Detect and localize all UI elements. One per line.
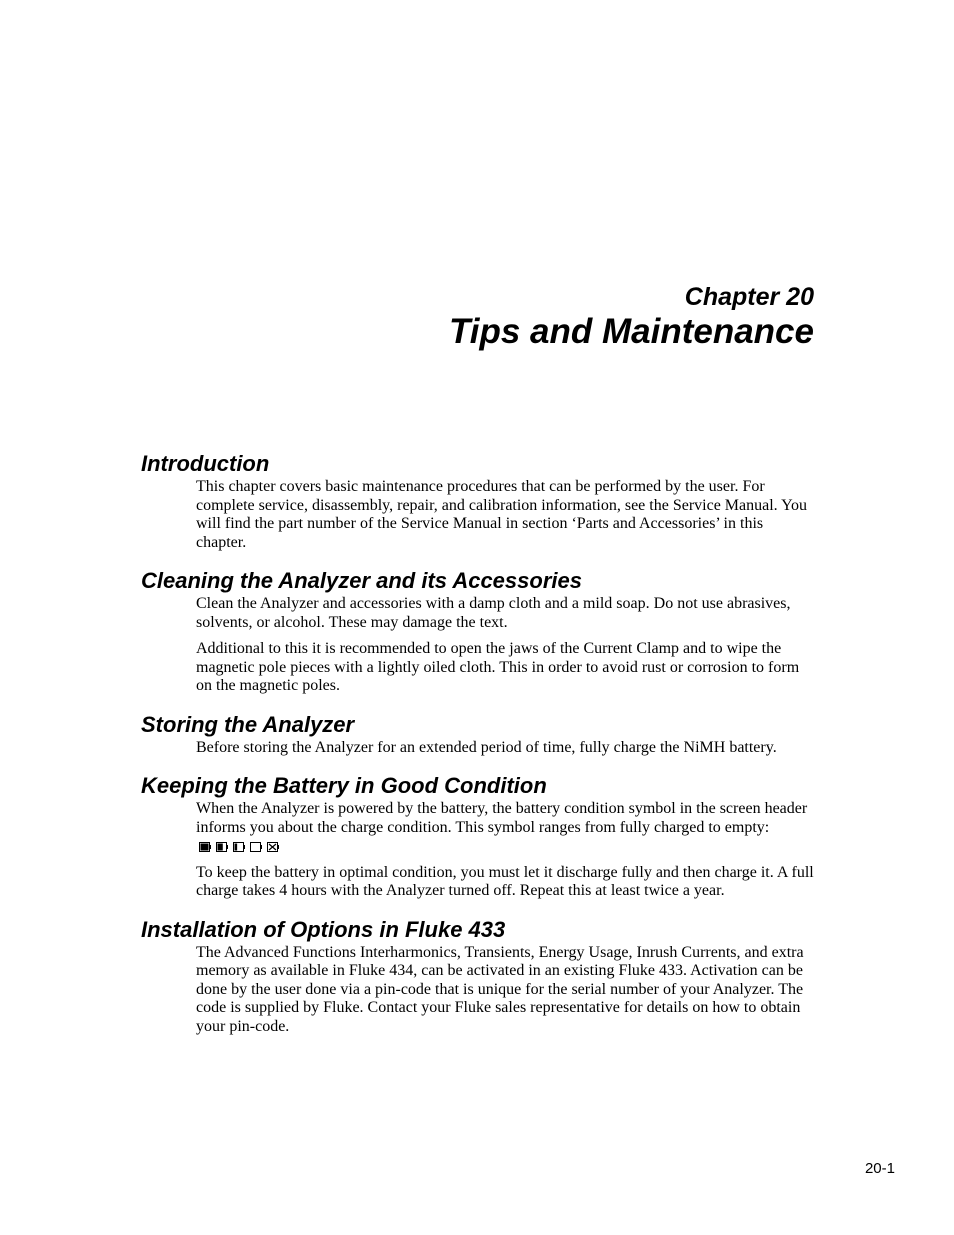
section-heading: Storing the Analyzer bbox=[141, 711, 355, 737]
paragraph: Before storing the Analyzer for an extended period of time, fully charge the NiMH battery. bbox=[196, 738, 777, 756]
section-options bbox=[141, 916, 815, 1037]
paragraph-with-battery-symbols bbox=[196, 800, 815, 856]
chapter-header bbox=[449, 282, 814, 352]
section-battery bbox=[141, 772, 815, 901]
battery-icon bbox=[233, 842, 245, 852]
section-heading: Keeping the Battery in Good Condition bbox=[141, 773, 547, 798]
section-storing bbox=[141, 711, 815, 758]
section-heading: Installation of Options in Fluke 433 bbox=[141, 916, 506, 942]
page-number: 20-1 bbox=[864, 1160, 895, 1177]
section-introduction bbox=[141, 450, 815, 552]
paragraph: Additional to this it is recommended to open the jaws of the Current Clamp and to wipe the magnetic pole pieces with a lightly oiled cloth. This in order to avoid rust or corrosion to form on the magnetic poles. bbox=[196, 640, 800, 694]
section-heading: Introduction bbox=[141, 451, 270, 476]
chapter-title: Tips and Maintenance bbox=[449, 312, 814, 351]
section-cleaning bbox=[141, 567, 815, 696]
battery-icon bbox=[267, 842, 279, 852]
paragraph: To keep the battery in optimal condition, you must let it discharge fully and then charge it. A full charge takes 4 hours with the Analyzer turned off. Repeat this at least twice a year. bbox=[196, 863, 814, 899]
paragraph: Clean the Analyzer and accessories with a damp cloth and a mild soap. Do not use abrasives, solvents, or alcohol. These may damage the text. bbox=[196, 595, 791, 631]
main-content bbox=[141, 450, 815, 1051]
paragraph-text: When the Analyzer is powered by the battery, the battery condition symbol in the screen header informs you about the charge condition. This symbol ranges from fully charged to empty: bbox=[196, 800, 808, 836]
battery-symbol-row bbox=[199, 842, 279, 852]
paragraph: The Advanced Functions Interharmonics, Transients, Energy Usage, Inrush Currents, and extra memory as available in Fluke 434, can be activated in an existing Fluke 433. Activation can be done by the user done via a pin-code that is unique for the serial number of your Analyzer. The code is supplied by Fluke. Contact your Fluke sales representative for details on how to obtain your pin-code. bbox=[196, 943, 804, 1035]
battery-icon bbox=[199, 842, 211, 852]
chapter-number: Chapter 20 bbox=[684, 283, 814, 311]
section-heading: Cleaning the Analyzer and its Accessories bbox=[141, 568, 582, 593]
paragraph: This chapter covers basic maintenance procedures that can be performed by the user. For complete service, disassembly, repair, and calibration information, see the Service Manual. You will find the part number of the Service Manual in section ‘Parts and Accessories’ in this chapter. bbox=[196, 478, 808, 551]
battery-icon bbox=[250, 842, 262, 852]
battery-icon bbox=[216, 842, 228, 852]
